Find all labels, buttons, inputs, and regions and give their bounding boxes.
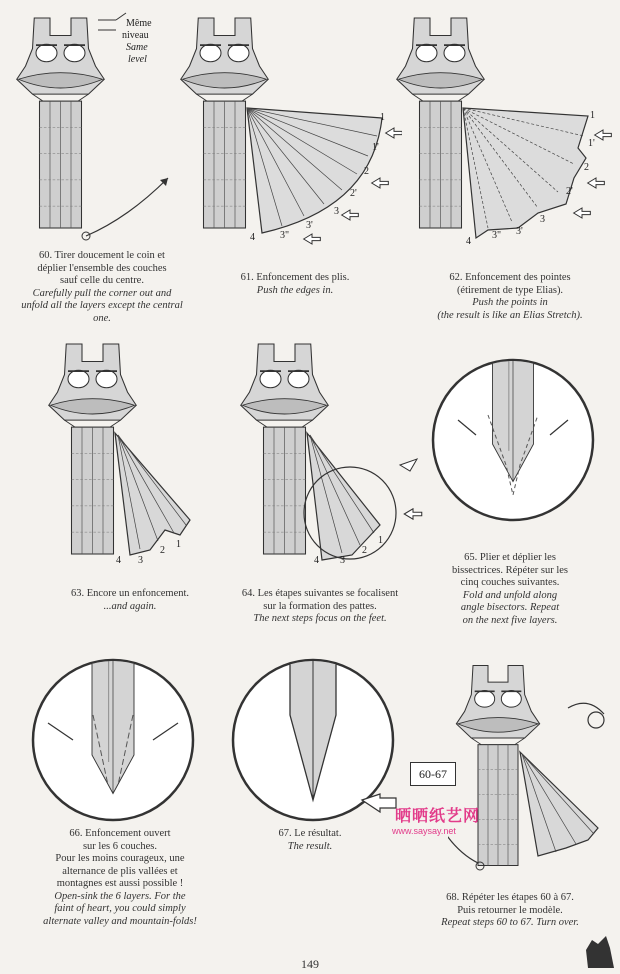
reference-arrow-icon: [360, 790, 400, 820]
svg-text:3': 3': [306, 220, 313, 231]
svg-text:3": 3": [280, 230, 290, 241]
watermark-url: www.saysay.net: [392, 826, 456, 836]
step-65-diagram: [428, 355, 598, 525]
step-60-diagram: [8, 8, 188, 248]
step-64-diagram: [232, 335, 432, 575]
step-65-caption: 65. Plier et déplier les bissectrices. Répéter sur les cinq couches suivantes. Fold and unfold along angle bisectors. Repeat on the next five layers.: [451, 552, 569, 626]
svg-text:1': 1': [372, 142, 379, 153]
step-63-caption: 63. Encore un enfoncement. ...and again.: [70, 588, 190, 612]
svg-text:2: 2: [584, 162, 589, 173]
label-meme: Même: [126, 18, 152, 29]
step-60-caption: 60. Tirer doucement le coin et déplier l'ensemble des couches sauf celle du centre. Carefully pull the corner out and unfold all the layers except the central one.: [21, 250, 183, 324]
svg-text:4: 4: [466, 236, 471, 247]
step-64-caption: 64. Les étapes suivantes se focalisent sur la formation des pattes. The next steps focus on the feet.: [241, 588, 399, 624]
svg-text:2: 2: [362, 545, 367, 556]
svg-text:3': 3': [516, 226, 523, 237]
step-reference-box: 60-67: [410, 762, 456, 786]
step-68-caption: 68. Répéter les étapes 60 à 67. Puis retourner le modèle. Repeat steps 60 to 67. Turn over.: [441, 892, 579, 928]
label-same: Same: [126, 42, 148, 53]
svg-text:1: 1: [378, 535, 383, 546]
svg-text:3: 3: [138, 555, 143, 566]
svg-text:3: 3: [540, 214, 545, 225]
step-67-caption: 67. Le résultat. The result.: [278, 828, 342, 852]
label-level: level: [128, 54, 147, 65]
page-number: 149: [301, 957, 319, 971]
step-61-diagram: [172, 8, 402, 258]
svg-text:2': 2': [566, 186, 573, 197]
label-niveau: niveau: [122, 30, 149, 41]
svg-text:1': 1': [588, 138, 595, 149]
step-62-caption: 62. Enfoncement des pointes (étirement de type Elias). Push the points in (the result is like an Elias Stretch).: [437, 272, 583, 321]
step-66-caption: 66. Enfoncement ouvert sur les 6 couches. Pour les moins courageux, une alternance de plis vallées et montagnes est aussi possible ! Open-sink the 6 layers. For the faint of heart, you could simply alternate valley and mountain-folds!: [43, 828, 197, 927]
step-63-diagram: [40, 335, 200, 575]
svg-text:1: 1: [380, 112, 385, 123]
svg-text:1: 1: [176, 539, 181, 550]
watermark-text: 晒晒纸艺网: [395, 806, 481, 825]
step-61-caption: 61. Enfoncement des plis. Push the edges in.: [240, 272, 350, 296]
svg-text:4: 4: [250, 232, 255, 243]
step-62-diagram: [388, 8, 618, 258]
svg-text:3: 3: [334, 206, 339, 217]
svg-text:4: 4: [116, 555, 121, 566]
svg-text:2': 2': [350, 188, 357, 199]
svg-text:2: 2: [364, 166, 369, 177]
svg-text:3": 3": [492, 230, 502, 241]
svg-text:2: 2: [160, 545, 165, 556]
svg-text:4: 4: [314, 555, 319, 566]
step-68-diagram: [448, 658, 618, 898]
svg-text:3: 3: [340, 555, 345, 566]
svg-text:1: 1: [590, 110, 595, 121]
step-66-diagram: [28, 655, 198, 825]
